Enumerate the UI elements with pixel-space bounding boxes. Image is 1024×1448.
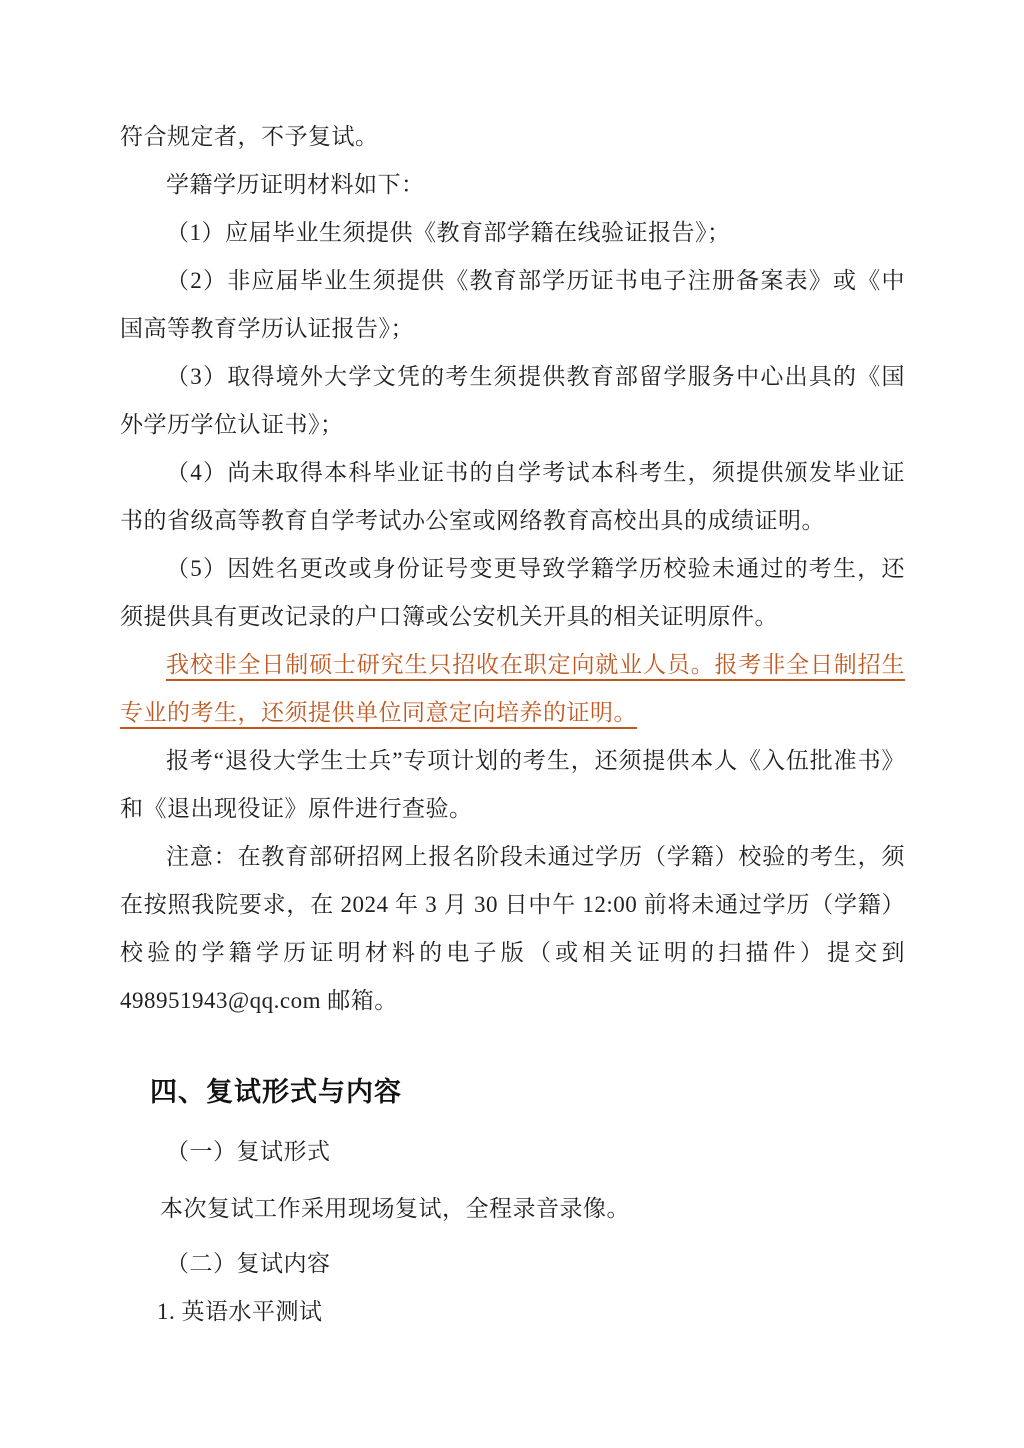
para-veteran-plan: 报考“退役大学生士兵”专项计划的考生，还须提供本人《入伍批准书》和《退出现役证》原件进行查验。 — [120, 748, 905, 821]
para-item-2: （2）非应届毕业生须提供《教育部学历证书电子注册备案表》或《中国高等教育学历认证报告》； — [120, 268, 905, 341]
para-item-4: （4）尚未取得本科毕业证书的自学考试本科考生，须提供颁发毕业证书的省级高等教育自学考试办公室或网络教育高校出具的成绩证明。 — [120, 460, 905, 533]
section-items — [120, 1128, 905, 1336]
para-materials-intro: 学籍学历证明材料如下： — [166, 172, 425, 197]
para-nonfulltime-notice: 我校非全日制硕士研究生只招收在职定向就业人员。报考非全日制招生专业的考生，还须提供单位同意定向培养的证明。 — [120, 652, 905, 725]
para-continuation: 符合规定者，不予复试。 — [120, 124, 379, 149]
sub-heading-retest-content: （二）复试内容 — [166, 1251, 331, 1276]
body-paragraphs — [120, 113, 905, 1025]
sub-item-english-test: 1. 英语水平测试 — [157, 1299, 323, 1324]
para-item-3: （3）取得境外大学文凭的考生须提供教育部留学服务中心出具的《国外学历学位认证书》； — [120, 364, 905, 437]
para-item-5: （5）因姓名更改或身份证号变更导致学籍学历校验未通过的考生，还须提供具有更改记录的户口簿或公安机关开具的相关证明原件。 — [120, 556, 905, 629]
sub-text-retest-form: 本次复试工作采用现场复试，全程录音录像。 — [160, 1196, 630, 1221]
para-notice-deadline: 注意：在教育部研招网上报名阶段未通过学历（学籍）校验的考生，须在按照我院要求，在 2024 年 3 月 30 日中午 12:00 前将未通过学历（学籍）校验的学籍学历证明材料的电子版（或相关证明的扫描件）提交到 498951943@qq.com 邮箱。 — [120, 844, 905, 1013]
para-item-1: （1）应届毕业生须提供《教育部学籍在线验证报告》； — [166, 220, 731, 245]
section-heading: 四、复试形式与内容 — [150, 1077, 402, 1107]
sub-heading-retest-form: （一）复试形式 — [166, 1139, 331, 1164]
